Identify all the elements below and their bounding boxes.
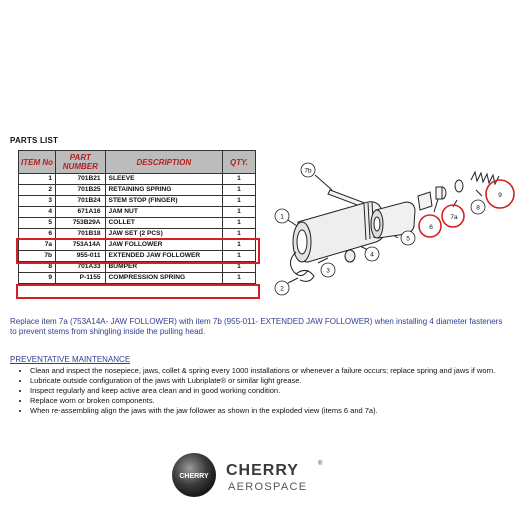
replace-note: Replace item 7a (753A14A- JAW FOLLOWER) with item 7b (955-011- EXTENDED JAW FOLLOWER) when installing 4 diameter fasteners to prevent stems from shingling inside the pulling head.: [10, 317, 503, 336]
cell-qty: 1: [223, 273, 256, 284]
cell-qty: 1: [223, 262, 256, 273]
cell-item: 4: [19, 207, 56, 218]
list-item: • Replace worn or broken components.: [30, 396, 520, 406]
cell-item: 1: [19, 174, 56, 185]
parts-table: [18, 150, 256, 284]
table-row: [19, 207, 256, 218]
table-row: [19, 262, 256, 273]
cell-description: COMPRESSION SPRING: [105, 273, 222, 284]
logo-badge-text: CHERRY: [179, 473, 209, 480]
cell-part-number: 701A33: [56, 262, 105, 273]
cell-item: 7b: [19, 251, 56, 262]
cell-item: 6: [19, 229, 56, 240]
callout-6: 6: [429, 224, 433, 231]
cell-qty: 1: [223, 207, 256, 218]
callout-8: 8: [476, 204, 480, 212]
table-row: [19, 229, 256, 240]
cell-description: RETAINING SPRING: [105, 185, 222, 196]
cell-qty: 1: [223, 218, 256, 229]
callout-7a: 7a: [450, 214, 458, 221]
header-part-number: PART NUMBER: [56, 151, 105, 174]
list-item: • Inspect regularly and keep active area clean and in good working condition.: [30, 386, 520, 396]
table-row: [19, 251, 256, 262]
cell-part-number: 753A14A: [56, 240, 105, 251]
list-item: • When re-assembling align the jaws with the jaw follower as shown in the exploded view (items 6 and 7a).: [30, 406, 520, 416]
maintenance-title: PREVENTATIVE MAINTENANCE: [10, 355, 131, 364]
cell-qty: 1: [223, 240, 256, 251]
cell-part-number: 753B29A: [56, 218, 105, 229]
callout-5: 5: [406, 235, 410, 243]
table-row: [19, 196, 256, 207]
list-item: • Lubricate outside configuration of the jaws with Lubriplate® or similar light grease.: [30, 376, 520, 386]
cell-description: SLEEVE: [105, 174, 222, 185]
callout-3: 3: [326, 267, 330, 275]
cell-part-number: 701B18: [56, 229, 105, 240]
cell-part-number: 955-011: [56, 251, 105, 262]
table-row: [19, 174, 256, 185]
header-qty: QTY.: [223, 151, 256, 174]
logo-subtitle: AEROSPACE: [228, 481, 308, 493]
table-row: [19, 185, 256, 196]
cell-part-number: 671A16: [56, 207, 105, 218]
cell-description: JAW FOLLOWER: [105, 240, 222, 251]
logo-name: CHERRY: [226, 462, 299, 479]
cell-description: COLLET: [105, 218, 222, 229]
cell-item: 2: [19, 185, 56, 196]
cell-item: 9: [19, 273, 56, 284]
cell-qty: 1: [223, 196, 256, 207]
maintenance-list: [10, 366, 520, 416]
highlight-spring-row: [16, 284, 260, 299]
cell-item: 7a: [19, 240, 56, 251]
logo-registered-mark: ®: [318, 461, 323, 467]
cell-part-number: 701B25: [56, 185, 105, 196]
table-row: [19, 240, 256, 251]
cell-description: STEM STOP (FINGER): [105, 196, 222, 207]
callout-4: 4: [370, 251, 374, 259]
cell-description: JAM NUT: [105, 207, 222, 218]
cell-qty: 1: [223, 229, 256, 240]
cell-description: EXTENDED JAW FOLLOWER: [105, 251, 222, 262]
cell-item: 5: [19, 218, 56, 229]
cell-part-number: 701B24: [56, 196, 105, 207]
table-header-row: [19, 151, 256, 174]
header-description: DESCRIPTION: [105, 151, 222, 174]
cell-description: JAW SET (2 PCS): [105, 229, 222, 240]
callout-9: 9: [498, 192, 502, 199]
list-item: • Clean and inspect the nosepiece, jaws, collet & spring every 1000 installations or whenever a failure occurs; replace spring and jaws if worn.: [30, 366, 520, 376]
callout-2: 2: [280, 285, 284, 293]
cell-part-number: P-1155: [56, 273, 105, 284]
callout-7b: 7b: [304, 167, 312, 175]
exploded-view-diagram: [268, 150, 518, 305]
callout-1: 1: [280, 213, 284, 221]
cell-item: 3: [19, 196, 56, 207]
cell-part-number: 701B21: [56, 174, 105, 185]
cell-qty: 1: [223, 185, 256, 196]
header-item: ITEM No: [19, 151, 56, 174]
cherry-aerospace-logo: [170, 450, 350, 500]
cell-qty: 1: [223, 174, 256, 185]
cell-description: BUMPER: [105, 262, 222, 273]
cell-qty: 1: [223, 251, 256, 262]
table-row: [19, 273, 256, 284]
cell-item: 8: [19, 262, 56, 273]
table-row: [19, 218, 256, 229]
parts-list-title: PARTS LIST: [10, 136, 59, 145]
